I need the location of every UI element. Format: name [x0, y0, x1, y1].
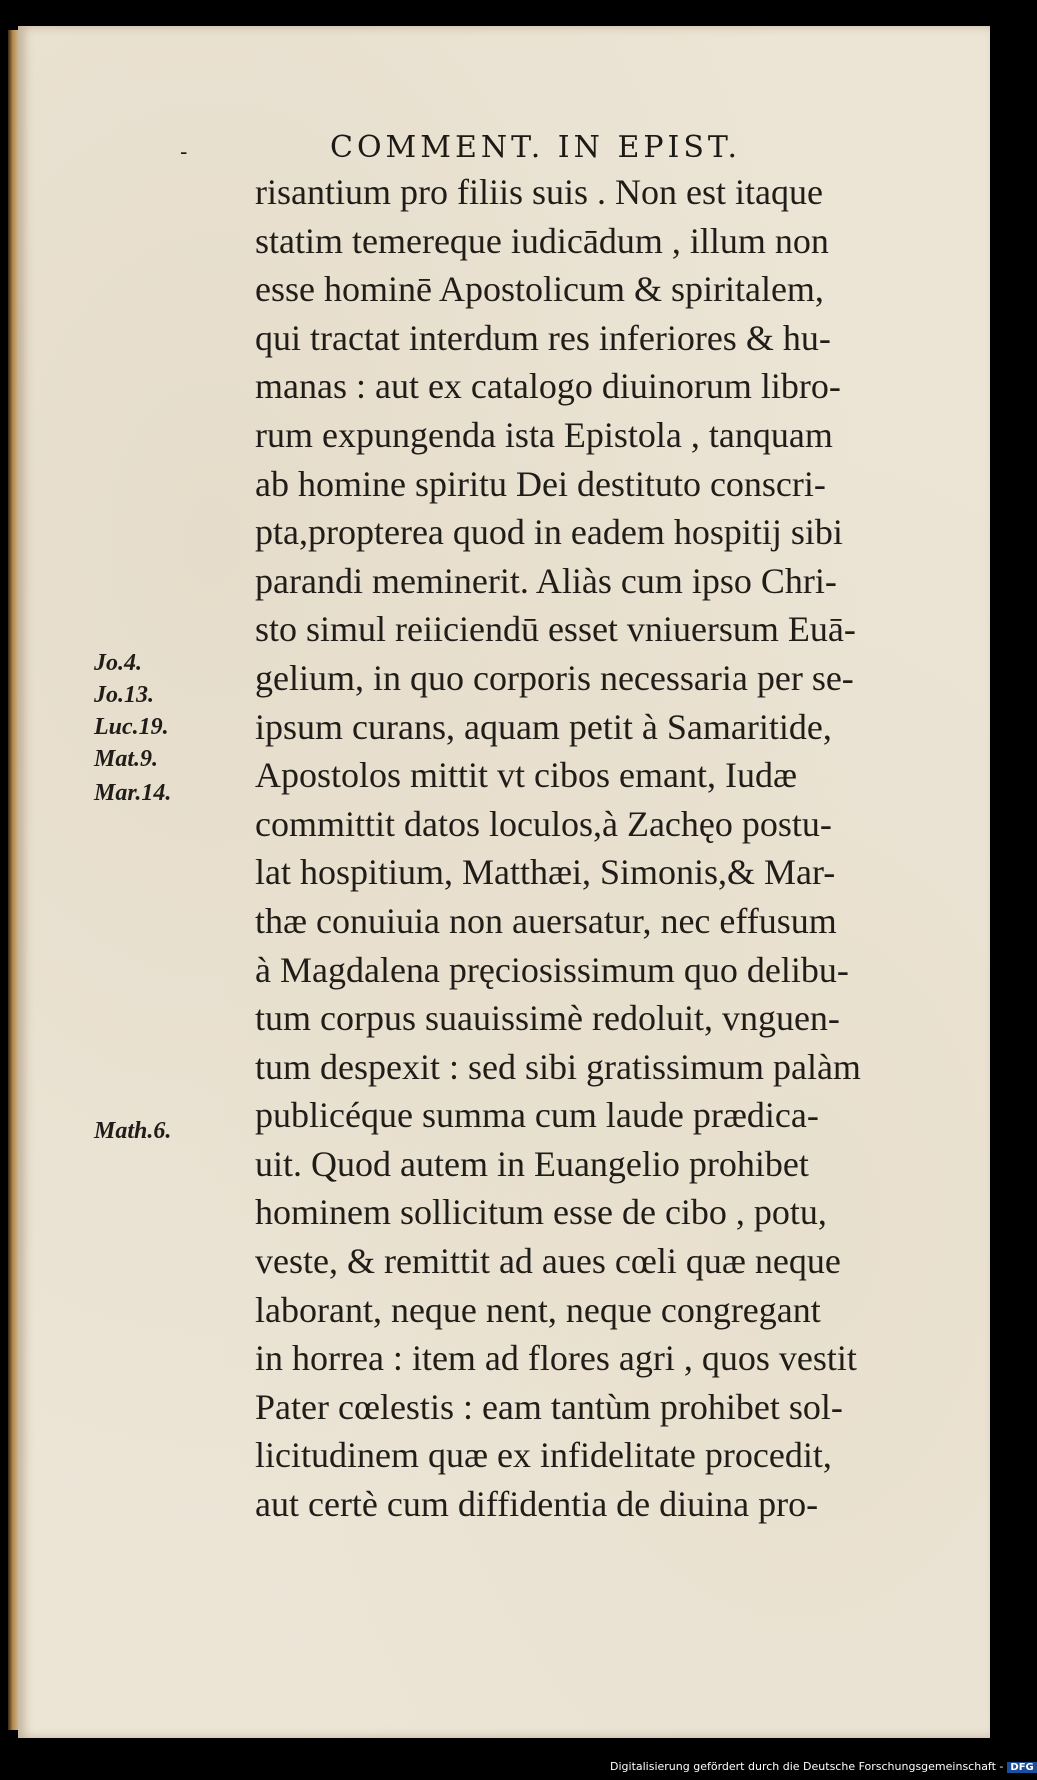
margin-note-mar14: Mar.14. [94, 780, 172, 806]
credit-text: Digitalisierung gefördert durch die Deutsche Forschungsgemeinschaft - [610, 1760, 1004, 1773]
digitization-credit [610, 1760, 1037, 1780]
text-line: hominem sollicitum esse de cibo , potu, [255, 1192, 827, 1233]
text-line: tum corpus suauissimè redoluit, vnguen- [255, 998, 840, 1039]
text-line: tum despexit : sed sibi gratissimum palàm [255, 1046, 861, 1087]
text-line: esse hominē Apostolicum & spiritalem, [255, 269, 824, 310]
text-line: ipsum curans, aquam petit à Samaritide, [255, 706, 832, 747]
margin-note-mat9: Mat.9. [94, 746, 159, 772]
text-line: uit. Quod autem in Euangelio prohibet [255, 1143, 809, 1184]
text-line: aut certè cum diffidentia de diuina pro- [255, 1484, 819, 1525]
text-line: parandi meminerit. Aliàs cum ipso Chri- [255, 560, 837, 601]
text-line: rum expungenda ista Epistola , tanquam [255, 414, 833, 455]
text-line: in horrea : item ad flores agri , quos vestit [255, 1338, 857, 1379]
text-line: ab homine spiritu Dei destituto conscri- [255, 463, 826, 504]
text-line: risantium pro filiis suis . Non est itaque [255, 172, 823, 212]
text-line: à Magdalena pręciosissimum quo delibu- [255, 949, 849, 990]
margin-note-jo4: Jo.4. [94, 650, 142, 676]
text-line: committit datos loculos,à Zachęo postu- [255, 803, 832, 844]
text-line: thæ conuiuia non auersatur, nec effusum [255, 900, 837, 941]
text-line: gelium, in quo corporis necessaria per se- [255, 657, 854, 698]
text-line: Pater cœlestis : eam tantùm prohibet sol- [255, 1386, 843, 1427]
text-line: veste, & remittit ad aues cœli quæ neque [255, 1241, 841, 1282]
text-line: publicéque summa cum laude prædica- [255, 1095, 819, 1136]
text-line: qui tractat interdum res inferiores & hu- [255, 317, 831, 358]
running-header: COMMENT. IN EPIST. [330, 130, 742, 165]
text-line: licitudinem quæ ex infidelitate procedit, [255, 1435, 832, 1476]
header-ornament: - [180, 140, 188, 165]
margin-note-math6: Math.6. [94, 1118, 172, 1144]
text-line: lat hospitium, Matthæi, Simonis,& Mar- [255, 852, 836, 893]
margin-note-luc19: Luc.19. [94, 714, 169, 740]
text-line: sto simul reiiciendū esset vniuersum Euā- [255, 609, 856, 650]
text-line: statim temereque iudicādum , illum non [255, 220, 829, 261]
margin-note-jo13: Jo.13. [94, 682, 154, 708]
text-line: laborant, neque nent, neque congregant [255, 1289, 821, 1330]
text-line: Apostolos mittit vt cibos emant, Iudæ [255, 755, 797, 796]
text-line: manas : aut ex catalogo diuinorum libro- [255, 366, 841, 407]
dfg-logo: DFG [1007, 1762, 1036, 1773]
main-text-block [255, 168, 935, 1529]
text-line: pta,propterea quod in eadem hospitij sibi [255, 512, 843, 553]
